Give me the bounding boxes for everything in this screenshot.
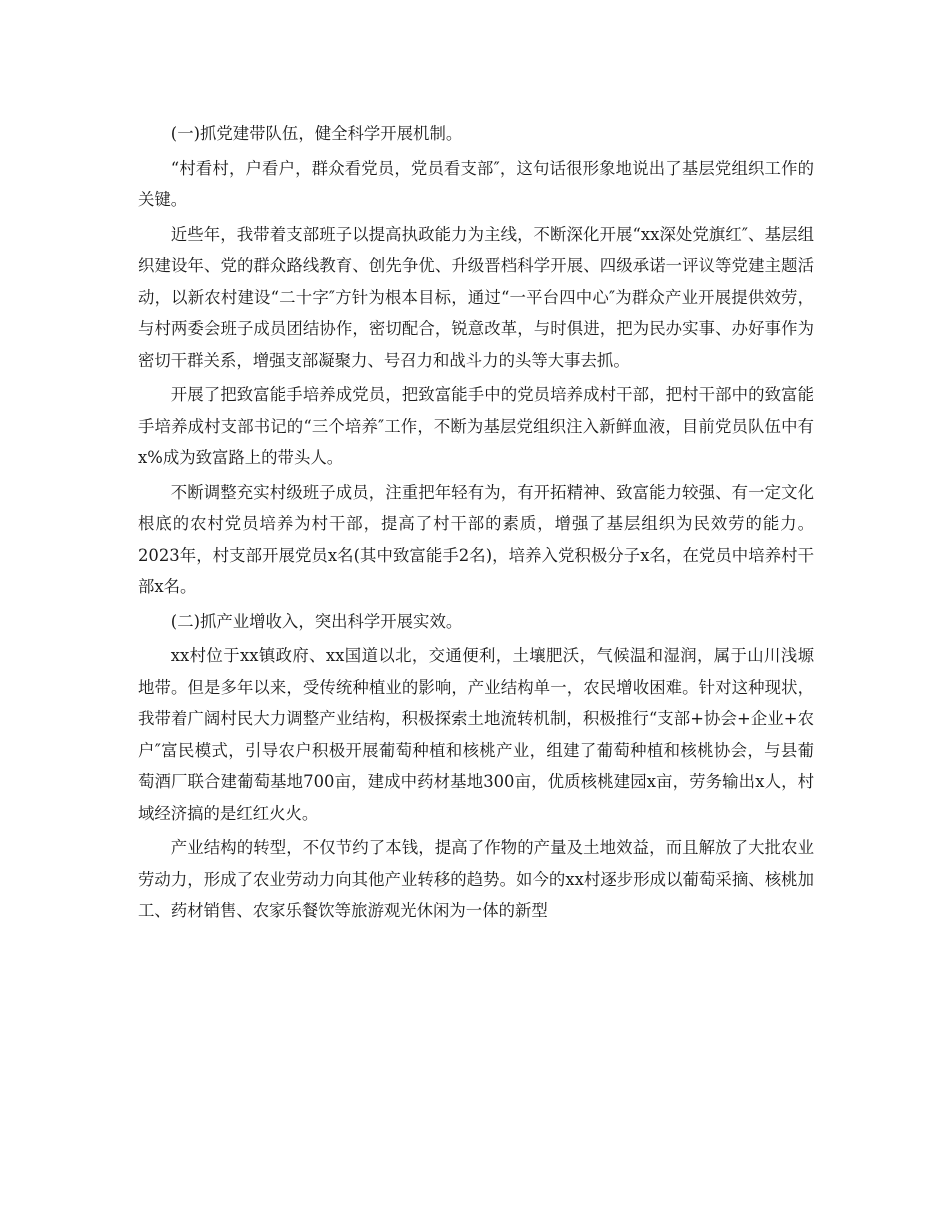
paragraph-team-adjustment: 不断调整充实村级班子成员，注重把年轻有为，有开拓精神、致富能力较强、有一定文化根底的农村党员培养为村干部，提高了村干部的素质，增强了基层组织为民效劳的能力。2023年，村支部开展党员x名(其中致富能手2名)，培养入党积极分子x名，在党员中培养村干部x名。 bbox=[138, 482, 814, 596]
paragraph-village-overview: xx村位于xx镇政府、xx国道以北，交通便利，土壤肥沃，气候温和湿润，属于山川浅塬地带。但是多年以来，受传统种植业的影响，产业结构单一，农民增收困难。针对这种现状，我带着广阔村民大力调整产业结构，积极探索土地流转机制，积极推行“支部+协会+企业+农户″富民模式，引导农户积极开展葡萄种植和核桃产业，组建了葡萄种植和核桃协会，与县葡萄酒厂联合建葡萄基地700亩，建成中药材基地300亩，优质核桃建园x亩，劳务输出x人，村域经济搞的是红红火火。 bbox=[138, 646, 814, 823]
paragraph-industry-transformation: 产业结构的转型，不仅节约了本钱，提高了作物的产量及土地效益，而且解放了大批农业劳动力，形成了农业劳动力向其他产业转移的趋势。如今的xx村逐步形成以葡萄采摘、核桃加工、药材销售、农家乐餐饮等旅游观光休闲为一体的新型 bbox=[138, 838, 814, 920]
paragraph-section-heading-1: (一)抓党建带队伍，健全科学开展机制。 bbox=[170, 124, 463, 143]
paragraph-recent-years: 近些年，我带着支部班子以提高执政能力为主线，不断深化开展“xx深处党旗红″、基层组织建设年、党的群众路线教育、创先争优、升级晋档科学开展、四级承诺一评议等党建主题活动，以新农村建设“二十字″方针为根本目标，通过“一平台四中心″为群众产业开展提供效劳，与村两委会班子成员团结协作，密切配合，锐意改革，与时俱进，把为民办实事、办好事作为密切干群关系，增强支部凝聚力、号召力和战斗力的头等大事去抓。 bbox=[138, 224, 814, 370]
paragraph-section-heading-2: (二)抓产业增收入，突出科学开展实效。 bbox=[170, 611, 463, 631]
paragraph-three-cultivations: 开展了把致富能手培养成党员，把致富能手中的党员培养成村干部，把村干部中的致富能手培养成村支部书记的“三个培养″工作，不断为基层党组织注入新鲜血液，目前党员队伍中有x%成为致富路上的带头人。 bbox=[138, 385, 814, 467]
document-body bbox=[138, 118, 814, 930]
paragraph-quote: “村看村，户看户，群众看党员，党员看支部″，这句话很形象地说出了基层党组织工作的关键。 bbox=[138, 158, 814, 209]
